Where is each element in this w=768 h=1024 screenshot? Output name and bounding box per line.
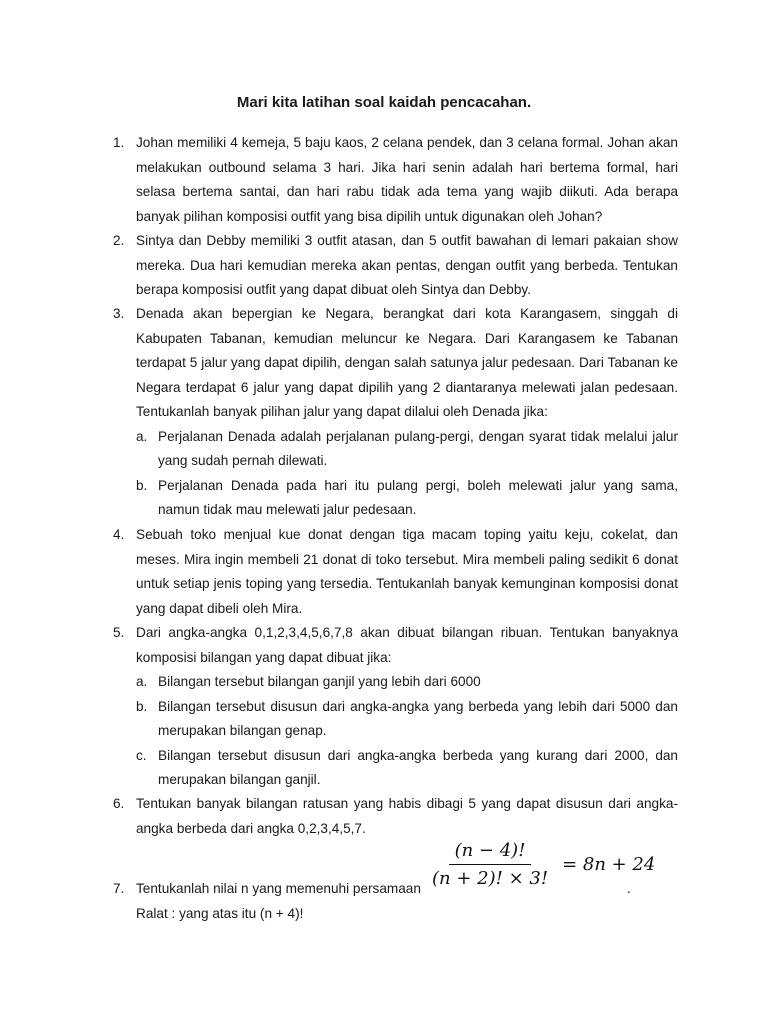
question-3 [113, 302, 678, 523]
equation-fraction [430, 840, 550, 889]
page-title: Mari kita latihan soal kaidah pencacahan. [236, 94, 532, 111]
equation-period: . [627, 881, 631, 896]
question-number: 2. [113, 233, 125, 248]
sub-question-b [136, 695, 678, 744]
question-2 [113, 229, 678, 303]
question-number: 7. [113, 881, 125, 896]
sub-question-letter: a. [136, 428, 148, 444]
question-4 [113, 523, 678, 621]
question-number: 4. [113, 527, 125, 542]
question-1 [113, 131, 678, 229]
sub-question-text: Perjalanan Denada pada hari itu pulang pergi, boleh melewati jalur yang sama, namun tidak mau melewati jalur pedesaan. [158, 477, 678, 517]
sub-question-c [136, 744, 678, 793]
sub-question-text: Bilangan tersebut disusun dari angka-angka berbeda yang kurang dari 2000, dan merupakan bilangan ganjil. [158, 747, 678, 787]
sub-question-letter: b. [136, 698, 148, 714]
question-number: 6. [113, 796, 125, 811]
sub-question-text: Bilangan tersebut bilangan ganjil yang lebih dari 6000 [158, 674, 481, 689]
question-text: Tentukanlah nilai n yang memenuhi persamaan [136, 881, 421, 896]
question-text: Tentukan banyak bilangan ratusan yang habis dibagi 5 yang dapat disusun dari angka-angka berbeda dari angka 0,2,3,4,5,7. [136, 796, 678, 836]
sub-question-text: Bilangan tersebut disusun dari angka-angka yang berbeda yang lebih dari 5000 dan merupakan bilangan genap. [158, 698, 678, 738]
question-text: Johan memiliki 4 kemeja, 5 baju kaos, 2 celana pendek, dan 3 celana formal. Johan akan melakukan outbound selama 3 hari. Jika hari senin adalah hari bertema formal, hari selasa bertema santai, dan hari rabu tidak ada tema yang wajib diikuti. Ada berapa banyak pilihan komposisi outfit yang bisa dipilih untuk digunakan oleh Johan? [136, 135, 678, 224]
equation [430, 840, 655, 889]
correction-note: Ralat : yang atas itu (n + 4)! [136, 905, 304, 921]
sub-question-a [136, 425, 678, 474]
equation-numerator: (n − 4)! [449, 840, 532, 865]
sub-question-letter: b. [136, 477, 148, 493]
question-6 [113, 792, 678, 841]
sub-question-letter: a. [136, 674, 148, 689]
equation-denominator: (n + 2)! × 3! [432, 868, 549, 889]
question-text: Sebuah toko menjual kue donat dengan tiga macam toping yaitu keju, cokelat, dan meses. Mira ingin membeli 21 donat di toko tersebut. Mira membeli paling sedikit 6 donat untuk setiap jenis toping yang tersedia. Tentukanlah banyak kemunginan komposisi donat yang dapat dibeli oleh Mira. [136, 527, 678, 616]
question-text: Dari angka-angka 0,1,2,3,4,5,6,7,8 akan dibuat bilangan ribuan. Tentukan banyaknya komposisi bilangan yang dapat dibuat jika: [136, 625, 678, 665]
question-5 [113, 621, 678, 793]
sub-question-b [136, 474, 678, 523]
question-text: Sintya dan Debby memiliki 3 outfit atasan, dan 5 outfit bawahan di lemari pakaian show mereka. Dua hari kemudian mereka akan pentas, dengan outfit yang berbeda. Tentukan berapa komposisi outfit yang dapat dibuat oleh Sintya dan Debby. [136, 233, 678, 297]
sub-question-letter: c. [136, 747, 147, 763]
sub-question-text: Perjalanan Denada adalah perjalanan pulang-pergi, dengan syarat tidak melalui jalur yang sudah pernah dilewati. [158, 428, 678, 468]
question-number: 1. [113, 135, 125, 150]
equation-rhs: = 8n + 24 [562, 854, 656, 875]
question-number: 5. [113, 625, 125, 640]
question-number: 3. [113, 306, 125, 321]
question-text: Denada akan bepergian ke Negara, berangkat dari kota Karangasem, singgah di Kabupaten Tabanan, kemudian meluncur ke Negara. Dari Karangasem ke Tabanan terdapat 5 jalur yang dapat dipilih, dengan salah satunya jalur pedesaan. Dari Tabanan ke Negara terdapat 6 jalur yang dapat dipilih yang 2 diantaranya melewati jalan pedesaan. Tentukanlah banyak pilihan jalur yang dapat dilalui oleh Denada jika: [136, 306, 678, 419]
sub-question-a [136, 670, 678, 695]
